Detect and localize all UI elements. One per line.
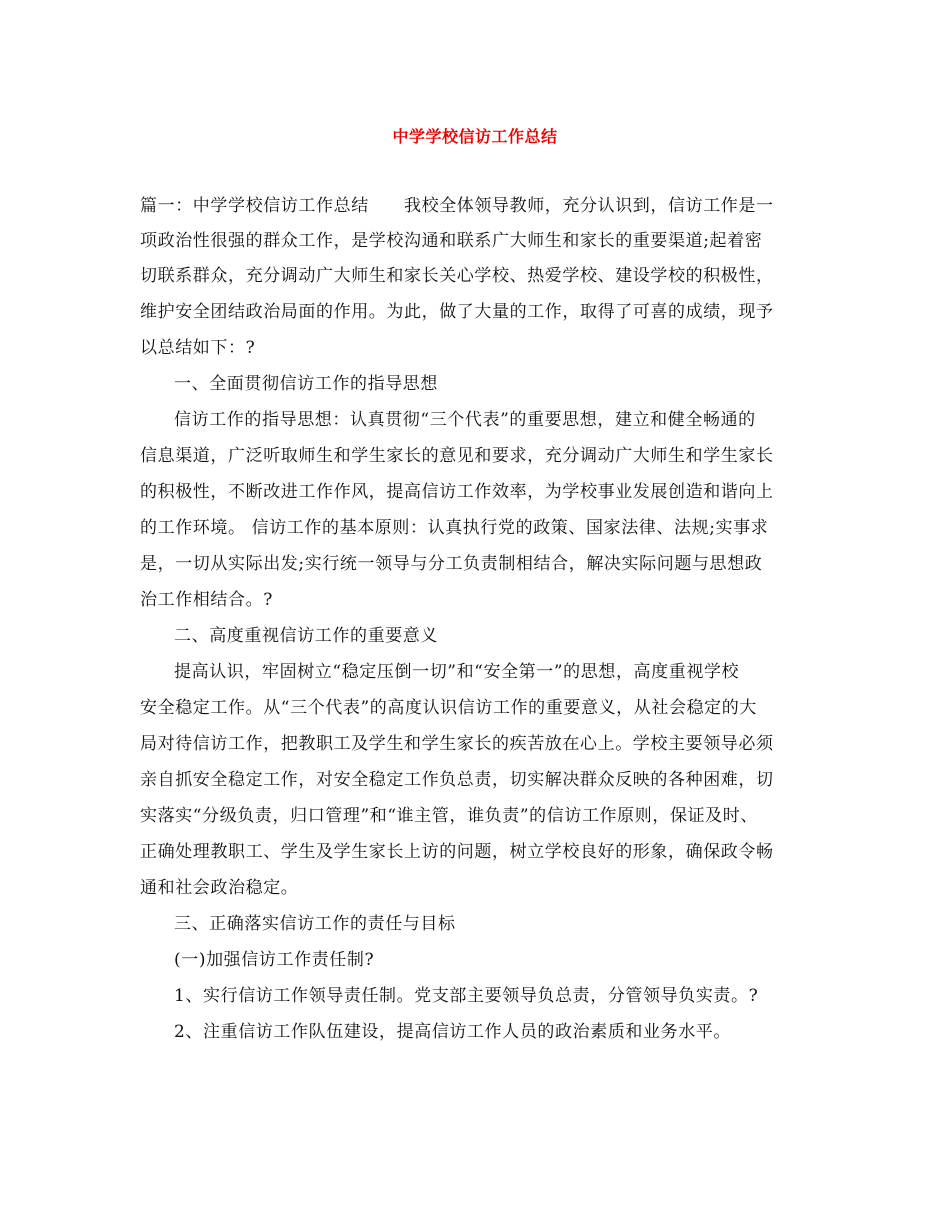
text-line: 提高认识，牢固树立“稳定压倒一切”和“安全第一”的思想，高度重视学校 — [174, 662, 740, 682]
subsection-heading: (一)加强信访工作责任制? — [174, 950, 375, 970]
text-line: 治工作相结合。? — [140, 590, 273, 610]
text-line: 安全稳定工作。从“三个代表”的高度认识信访工作的重要意义，从社会稳定的大 — [140, 698, 757, 718]
section-heading: 二、高度重视信访工作的重要意义 — [174, 626, 438, 646]
text-line: 信息渠道，广泛听取师生和学生家长的意见和要求，充分调动广大师生和学生家长 — [140, 446, 774, 466]
text-line: 项政治性很强的群众工作，是学校沟通和联系广大师生和家长的重要渠道;起着密 — [140, 231, 763, 251]
text-line: 是，一切从实际出发;实行统一领导与分工负责制相结合，解决实际问题与思想政 — [140, 554, 763, 574]
text-line: 维护安全团结政治局面的作用。为此，做了大量的工作，取得了可喜的成绩，现予 — [140, 302, 774, 322]
text-line: 的工作环境。 信访工作的基本原则：认真执行党的政策、国家法律、法规;实事求 — [140, 518, 769, 538]
list-item: 1、实行信访工作领导责任制。党支部主要领导负总责，分管领导负实责。? — [174, 986, 759, 1006]
section-heading: 三、正确落实信访工作的责任与目标 — [174, 914, 456, 934]
document-title: 中学学校信访工作总结 — [392, 127, 558, 146]
list-item: 2、注重信访工作队伍建设，提高信访工作人员的政治素质和业务水平。 — [174, 1022, 732, 1042]
text-line: 实落实“分级负责，归口管理”和“谁主管，谁负责”的信访工作原则，保证及时、 — [140, 806, 758, 826]
text-line: 的积极性，不断改进工作作风，提高信访工作效率，为学校事业发展创造和谐向上 — [140, 482, 774, 502]
text-line: 信访工作的指导思想：认真贯彻“三个代表”的重要思想，建立和健全畅通的 — [174, 410, 756, 430]
text-line: 亲自抓安全稳定工作，对安全稳定工作负总责，切实解决群众反映的各种困难，切 — [140, 770, 774, 790]
text-line: 切联系群众，充分调动广大师生和家长关心学校、热爱学校、建设学校的积极性， — [140, 266, 774, 286]
text-line: 正确处理教职工、学生及学生家长上访的问题，树立学校良好的形象，确保政令畅 — [140, 842, 774, 862]
text-line: 局对待信访工作，把教职工及学生和学生家长的疾苦放在心上。学校主要领导必须 — [140, 734, 774, 754]
text-line: 以总结如下：? — [140, 338, 256, 358]
section-heading: 一、全面贯彻信访工作的指导思想 — [174, 374, 438, 394]
text-line: 篇一：中学学校信访工作总结 我校全体领导教师，充分认识到，信访工作是一 — [140, 196, 774, 216]
text-line: 通和社会政治稳定。 — [140, 878, 299, 898]
